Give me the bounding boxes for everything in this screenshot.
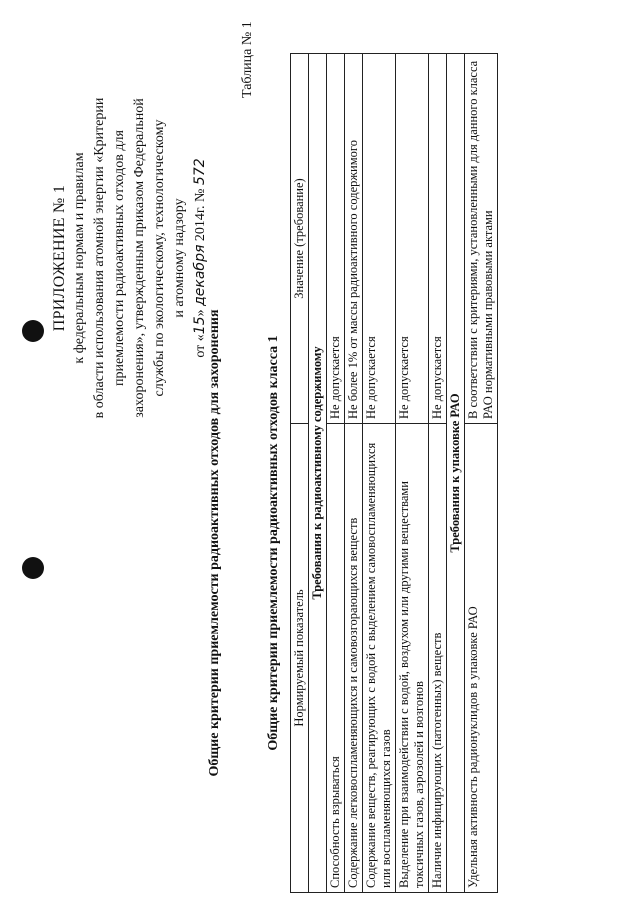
appendix-line: к федеральным нормам и правилам xyxy=(72,151,87,364)
table-title: Общие критерии приемлемости радиоактивных отходов класса 1 xyxy=(266,334,281,751)
date-year: 2014г. № xyxy=(193,184,208,245)
date-month: декабря xyxy=(192,244,208,306)
header-indicator: Нормируемый показатель xyxy=(291,423,309,892)
section-content-requirements: Требования к радиоактивному содержимому xyxy=(309,53,327,892)
appendix-block xyxy=(50,28,211,488)
appendix-line: захоронения», утвержденным приказом Федеральной xyxy=(132,97,147,418)
order-number: 572 xyxy=(192,157,208,185)
cell-value: Не более 1% от массы радиоактивного содержимого xyxy=(345,53,363,423)
table-row xyxy=(327,53,345,892)
cell-value: Не допускается xyxy=(363,53,396,423)
date-day: 15 xyxy=(192,315,208,334)
table-row xyxy=(465,53,498,892)
section-row xyxy=(447,53,465,892)
table-row xyxy=(429,53,447,892)
table-header-row xyxy=(291,53,309,892)
date-prefix: от « xyxy=(193,333,208,358)
main-heading: Общие критерии приемлемости радиоактивных отходов для захоронения xyxy=(207,308,222,777)
date-mid: » xyxy=(193,305,208,316)
cell-indicator: Содержание веществ, реагирующих с водой с выделением самовоспламеняющихся или воспламеняющихся газов xyxy=(363,423,396,892)
section-package-requirements: Требования к упаковке РАО xyxy=(447,53,465,892)
appendix-line: и атомному надзору xyxy=(172,197,187,318)
cell-value: Не допускается xyxy=(327,53,345,423)
criteria-table xyxy=(290,53,498,893)
cell-indicator: Содержание легковоспламеняющихся и самовозгорающихся веществ xyxy=(345,423,363,892)
section-row xyxy=(309,53,327,892)
cell-indicator: Удельная активность радионуклидов в упаковке РАО xyxy=(465,423,498,892)
cell-value: Не допускается xyxy=(429,53,447,423)
appendix-line: приемлемости радиоактивных отходов для xyxy=(112,129,127,386)
header-value: Значение (требование) xyxy=(291,53,309,423)
rotated-page xyxy=(10,13,630,893)
table-label: Таблица № 1 xyxy=(240,20,255,98)
cell-indicator: Выделение при взаимодействии с водой, воздухом или другими веществами токсичных газов, аэрозолей и возгонов xyxy=(396,423,429,892)
cell-indicator: Наличие инфицирующих (патогенных) веществ xyxy=(429,423,447,892)
appendix-line: службы по экологическому, технологическому xyxy=(152,119,167,396)
table-row xyxy=(363,53,396,892)
table-row xyxy=(396,53,429,892)
appendix-title: ПРИЛОЖЕНИЕ № 1 xyxy=(51,184,68,331)
appendix-line: в области использования атомной энергии «Критерии xyxy=(92,97,107,418)
cell-value: В соответствии с критериями, установленными для данного класса РАО нормативными правовыми актами xyxy=(465,53,498,423)
cell-indicator: Способность взрываться xyxy=(327,423,345,892)
table-row xyxy=(345,53,363,892)
cell-value: Не допускается xyxy=(396,53,429,423)
page-number xyxy=(0,13,1,893)
